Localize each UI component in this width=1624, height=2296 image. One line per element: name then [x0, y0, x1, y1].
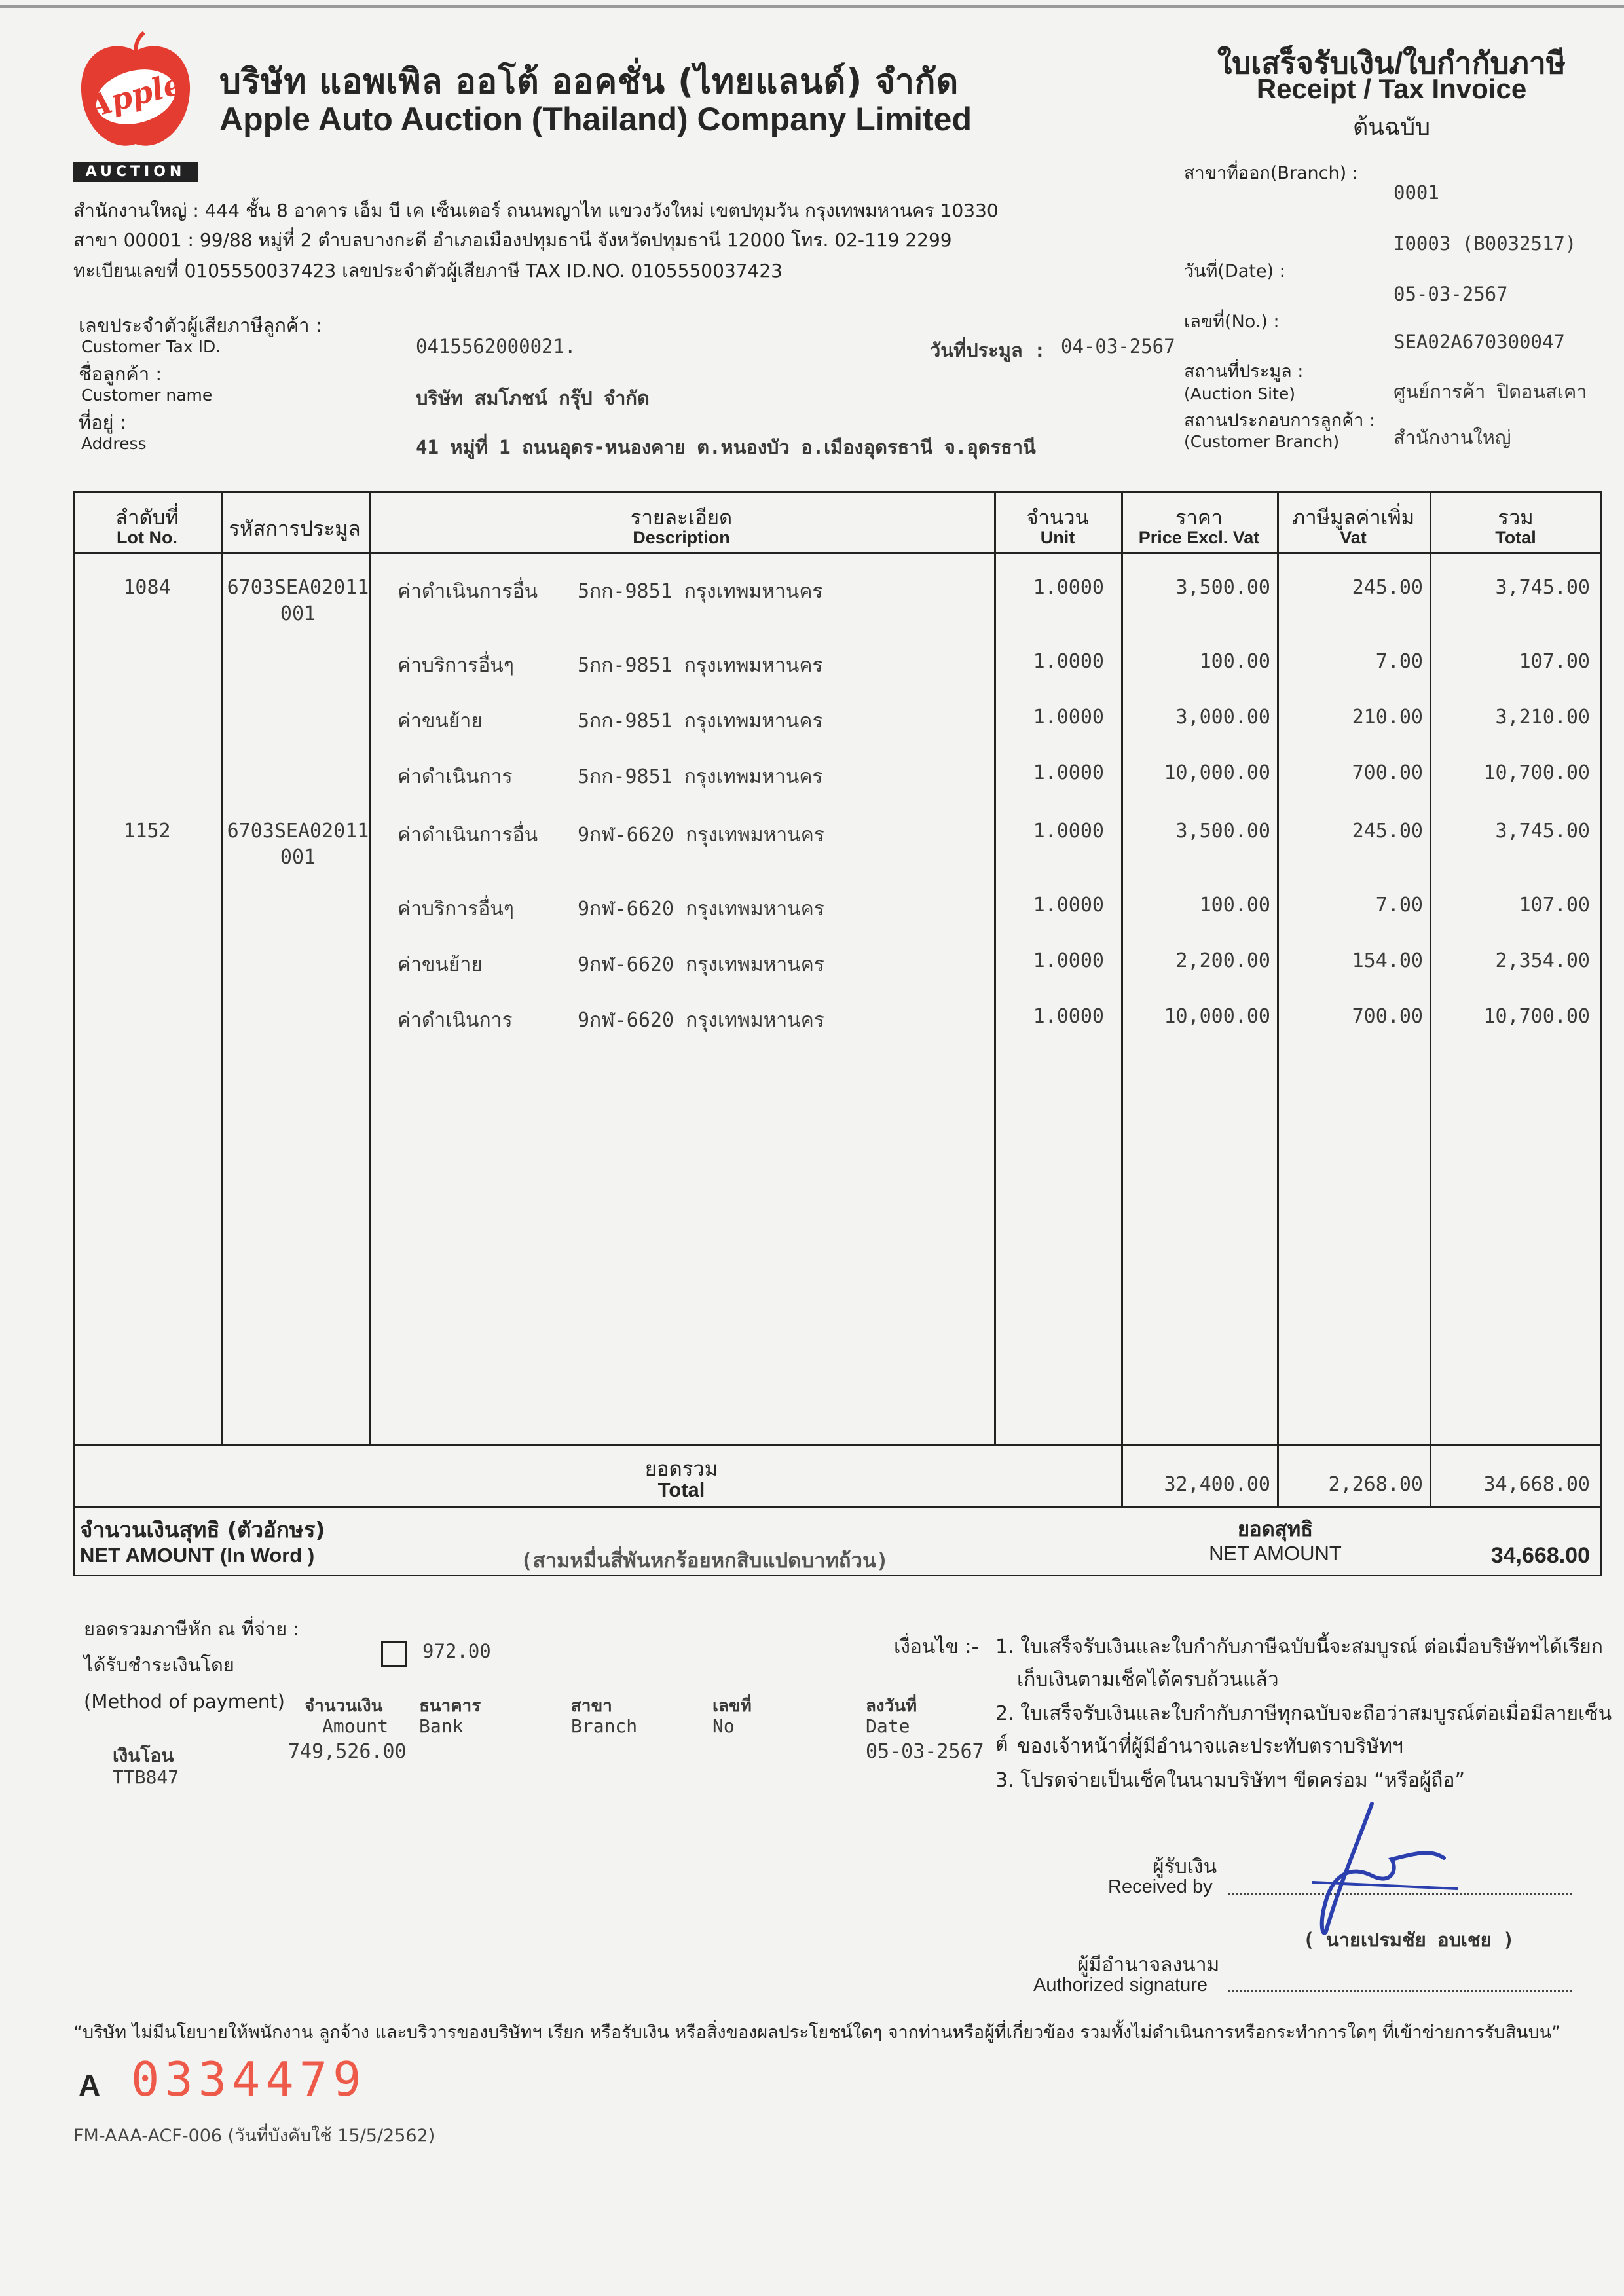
total-sum: 34,668.00 [1483, 1473, 1590, 1496]
auction-site-label: สถานที่ประมูล : [1184, 361, 1304, 382]
row-vat: 154.00 [1352, 949, 1423, 972]
customer-tax-value: 0415562000021. [416, 335, 576, 357]
received-by-method-label: ได้รับชำระเงินโดย [84, 1654, 234, 1676]
row-unit: 1.0000 [1033, 576, 1104, 599]
row-vehicle-plate: 5กก-9851 กรุงเทพมหานคร [578, 765, 823, 788]
row-total: 107.00 [1519, 650, 1590, 673]
row-unit: 1.0000 [1033, 650, 1104, 673]
row-price: 100.00 [1199, 894, 1270, 917]
row-total: 10,700.00 [1483, 761, 1590, 784]
date-value: 05-03-2567 [1393, 283, 1508, 305]
customer-tax-label: เลขประจำตัวผู้เสียภาษีลูกค้า : [79, 314, 322, 337]
number-value: SEA02A670300047 [1393, 331, 1565, 353]
header-price-en: Price Excl. Vat [1138, 528, 1260, 547]
net-label-en: NET AMOUNT (In Word ) [80, 1544, 315, 1567]
row-vat: 245.00 [1352, 820, 1423, 843]
row-vehicle-plate: 9กฬ-6620 กรุงเทพมหานคร [578, 824, 824, 847]
row-vat: 700.00 [1352, 1005, 1423, 1028]
company-name-thai: บริษัท แอพเพิล ออโต้ ออคชั่น (ไทยแลนด์) จำกัด [219, 62, 959, 101]
row-description: ค่าบริการอื่นๆ [397, 898, 514, 920]
row-vat: 7.00 [1375, 894, 1423, 917]
row-price: 2,200.00 [1175, 949, 1270, 972]
auction-site-value: ศูนย์การค้า ปิดอนสเคา [1393, 380, 1587, 403]
date-label: วันที่(Date) : [1184, 261, 1285, 282]
customer-branch-label: สถานประกอบการลูกค้า : [1184, 410, 1376, 431]
svg-text:Apple: Apple [84, 65, 187, 125]
header-code-th: รหัสการประมูล [229, 517, 361, 541]
pay-col-date-th: ลงวันที่ [866, 1696, 917, 1716]
row-vat: 245.00 [1352, 576, 1423, 599]
net-label-th: จำนวนเงินสุทธิ (ตัวอักษร) [80, 1517, 325, 1542]
conditions-label: เงื่อนไข :- [894, 1635, 979, 1658]
row-unit: 1.0000 [1033, 1005, 1104, 1028]
wht-checkbox[interactable] [381, 1641, 407, 1667]
row-unit: 1.0000 [1033, 706, 1104, 729]
condition-2: 2. ใบเสร็จรับเงินและใบกำกับภาษีทุกฉบับจะถือว่าสมบูรณ์ต่อเมื่อมีลายเซ็นต์ [995, 1702, 1612, 1756]
branch-label: สาขาที่ออก(Branch) : [1184, 163, 1358, 183]
row-price: 10,000.00 [1164, 761, 1270, 784]
auction-date-value: 04-03-2567 [1061, 335, 1175, 357]
scan-edge [0, 5, 1624, 8]
row-description: ค่าขนย้าย [397, 710, 483, 733]
row-price: 3,500.00 [1175, 820, 1270, 843]
address-label-en: Address [81, 434, 147, 453]
form-code: FM-AAA-ACF-006 (วันที่บังคับใช้ 15/5/2562) [73, 2126, 435, 2146]
header-desc-en: Description [633, 528, 730, 547]
auction-site-label-en: (Auction Site) [1184, 384, 1296, 403]
total-label-th: ยอดรวม [644, 1457, 718, 1481]
wht-value: 972.00 [422, 1640, 491, 1662]
received-by-label-en: Received by [1108, 1876, 1213, 1897]
row-vehicle-plate: 5กก-9851 กรุงเทพมหานคร [578, 710, 823, 733]
row-lot-no: 1084 [123, 576, 171, 599]
row-vehicle-plate: 5กก-9851 กรุงเทพมหานคร [578, 654, 823, 677]
row-description: ค่าดำเนินการ [397, 1009, 513, 1032]
copy-label: ต้นฉบับ [1352, 114, 1431, 141]
header-total-th: รวม [1498, 506, 1534, 530]
row-description: ค่าดำเนินการ [397, 765, 513, 788]
signature-scribble [1293, 1800, 1464, 1944]
total-vat: 2,268.00 [1328, 1473, 1423, 1496]
row-lot-no: 1152 [123, 820, 171, 843]
pay-col-amount-en: Amount [322, 1715, 389, 1737]
pay-col-bank-th: ธนาคาร [419, 1696, 481, 1716]
pay-col-date-en: Date [866, 1715, 910, 1737]
pay-col-no-th: เลขที่ [712, 1696, 752, 1716]
payment-date: 05-03-2567 [866, 1740, 984, 1763]
header-lot-th: ลำดับที่ [115, 506, 179, 530]
header-vat-en: Vat [1340, 528, 1367, 547]
row-unit: 1.0000 [1033, 949, 1104, 972]
serial-number: 0334479 [131, 2052, 367, 2107]
document-title-thai: ใบเสร็จรับเงิน/ใบกำกับภาษี [1217, 46, 1566, 80]
customer-address-value: 41 หมู่ที่ 1 ถนนอุดร-หนองคาย ต.หนองบัว อ.เมืองอุดรธานี จ.อุดรธานี [416, 436, 1036, 458]
condition-1-cont: เก็บเงินตามเช็คได้ครบถ้วนแล้ว [1017, 1668, 1279, 1691]
row-unit: 1.0000 [1033, 820, 1104, 843]
row-total: 2,354.00 [1495, 949, 1590, 972]
row-price: 10,000.00 [1164, 1005, 1270, 1028]
header-price-th: ราคา [1175, 506, 1223, 530]
authorized-label-th: ผู้มีอำนาจลงนาม [1077, 1954, 1220, 1977]
row-description: ค่าดำเนินการอื่น [397, 580, 538, 603]
row-total: 3,745.00 [1495, 576, 1590, 599]
company-name-english: Apple Auto Auction (Thailand) Company Limited [219, 101, 972, 137]
payment-method-ref: TTB847 [113, 1766, 179, 1788]
authorized-line [1228, 1990, 1572, 1992]
pay-col-branch-th: สาขา [571, 1696, 612, 1716]
registration-line: ทะเบียนเลขที่ 0105550037423 เลขประจำตัวผู้เสียภาษี TAX ID.NO. 0105550037423 [73, 260, 783, 282]
net-amount-label-en: NET AMOUNT [1209, 1542, 1342, 1565]
method-label: (Method of payment) [84, 1690, 285, 1713]
row-vehicle-plate: 9กฬ-6620 กรุงเทพมหานคร [578, 1009, 824, 1032]
condition-1: 1. ใบเสร็จรับเงินและใบกำกับภาษีฉบับนี้จะสมบูรณ์ ต่อเมื่อบริษัทฯได้เรียก [995, 1635, 1603, 1658]
pay-col-amount-th: จำนวนเงิน [304, 1696, 383, 1716]
customer-tax-label-en: Customer Tax ID. [81, 337, 221, 356]
row-unit: 1.0000 [1033, 761, 1104, 784]
row-price: 100.00 [1199, 650, 1270, 673]
branch-value: 0001 [1393, 181, 1439, 204]
row-auction-code-suffix: 001 [280, 602, 316, 625]
header-total-en: Total [1495, 528, 1536, 547]
row-description: ค่าขนย้าย [397, 953, 483, 976]
total-price: 32,400.00 [1164, 1473, 1270, 1496]
row-auction-code-suffix: 001 [280, 846, 316, 869]
net-amount-label-th: ยอดสุทธิ [1237, 1518, 1314, 1541]
row-vehicle-plate: 9กฬ-6620 กรุงเทพมหานคร [578, 953, 824, 976]
row-description: ค่าดำเนินการอื่น [397, 824, 538, 847]
row-total: 3,210.00 [1495, 706, 1590, 729]
row-vat: 7.00 [1375, 650, 1423, 673]
net-amount-value: 34,668.00 [1490, 1543, 1590, 1568]
row-vehicle-plate: 9กฬ-6620 กรุงเทพมหานคร [578, 898, 824, 920]
pay-col-bank-en: Bank [419, 1715, 464, 1737]
hq-address: สำนักงานใหญ่ : 444 ชั้น 8 อาคาร เอ็ม บี เค เซ็นเตอร์ ถนนพญาไท แขวงวังใหม่ เขตปทุมวัน กรุงเทพมหานคร 10330 [73, 200, 999, 221]
header-vat-th: ภาษีมูลค่าเพิ่ม [1291, 506, 1415, 530]
row-vehicle-plate: 5กก-9851 กรุงเทพมหานคร [578, 580, 823, 603]
apple-logo-icon [73, 31, 198, 156]
received-by-label-th: ผู้รับเงิน [1153, 1855, 1217, 1878]
row-total: 10,700.00 [1483, 1005, 1590, 1028]
payment-amount: 749,526.00 [288, 1740, 407, 1763]
row-vat: 700.00 [1352, 761, 1423, 784]
branch-code: I0003 (B0032517) [1393, 232, 1577, 255]
net-amount-words: (สามหมื่นสี่พันหกร้อยหกสิบแปดบาทถ้วน) [521, 1549, 889, 1573]
customer-name-value: บริษัท สมโภชน์ กรุ๊ป จำกัด [416, 387, 650, 409]
row-total: 107.00 [1519, 894, 1590, 917]
customer-branch-label-en: (Customer Branch) [1184, 432, 1340, 451]
row-total: 3,745.00 [1495, 820, 1590, 843]
anti-bribery-policy: “บริษัท ไม่มีนโยบายให้พนักงาน ลูกจ้าง และบริวารของบริษัทฯ เรียก หรือรับเงิน หรือสิ่งของผลประโยชน์ใดๆ จากท่านหรือผู้ที่เกี่ยวข้อง รวมทั้งไม่ดำเนินการหรือกระทำการใดๆ ที่เข้าข่ายการรับสินบน” [73, 2022, 1561, 2043]
header-unit-en: Unit [1040, 528, 1075, 547]
pay-col-branch-en: Branch [571, 1715, 638, 1737]
customer-branch-value: สำนักงานใหญ่ [1393, 426, 1511, 448]
row-unit: 1.0000 [1033, 894, 1104, 917]
branch-address: สาขา 00001 : 99/88 หมู่ที่ 2 ตำบลบางกะดี อำเภอเมืองปทุมธานี จังหวัดปทุมธานี 12000 โทร. 02-119 2299 [73, 229, 952, 251]
row-description: ค่าบริการอื่นๆ [397, 654, 514, 677]
auction-date-label: วันที่ประมูล : [930, 339, 1046, 361]
customer-name-label: ชื่อลูกค้า : [79, 363, 162, 385]
payment-method: เงินโอน [113, 1745, 174, 1766]
serial-prefix: A [79, 2068, 101, 2102]
row-auction-code: 6703SEA02011 [227, 576, 369, 599]
row-vat: 210.00 [1352, 706, 1423, 729]
wht-label: ยอดรวมภาษีหัก ณ ที่จ่าย : [84, 1618, 300, 1640]
logo-tag: AUCTION [73, 162, 198, 182]
header-desc-th: รายละเอียด [630, 506, 733, 530]
address-label: ที่อยู่ : [79, 411, 126, 433]
authorized-label-en: Authorized signature [1033, 1975, 1208, 1995]
document-title-english: Receipt / Tax Invoice [1256, 73, 1527, 104]
row-price: 3,000.00 [1175, 706, 1270, 729]
row-price: 3,500.00 [1175, 576, 1270, 599]
header-unit-th: จำนวน [1026, 506, 1089, 530]
customer-name-label-en: Customer name [81, 386, 213, 405]
pay-col-no-en: No [712, 1715, 735, 1737]
row-auction-code: 6703SEA02011 [227, 820, 369, 843]
total-label-en: Total [657, 1478, 705, 1501]
number-label: เลขที่(No.) : [1184, 312, 1280, 332]
condition-2-cont: ของเจ้าหน้าที่ผู้มีอำนาจและประทับตราบริษัทฯ [1017, 1735, 1403, 1758]
header-lot-en: Lot No. [117, 528, 177, 547]
company-logo [73, 31, 198, 156]
receiver-name: ( นายเปรมชัย อบเชย ) [1303, 1929, 1515, 1951]
condition-3: 3. โปรดจ่ายเป็นเช็คในนามบริษัทฯ ขีดคร่อม “หรือผู้ถือ” [995, 1769, 1466, 1792]
